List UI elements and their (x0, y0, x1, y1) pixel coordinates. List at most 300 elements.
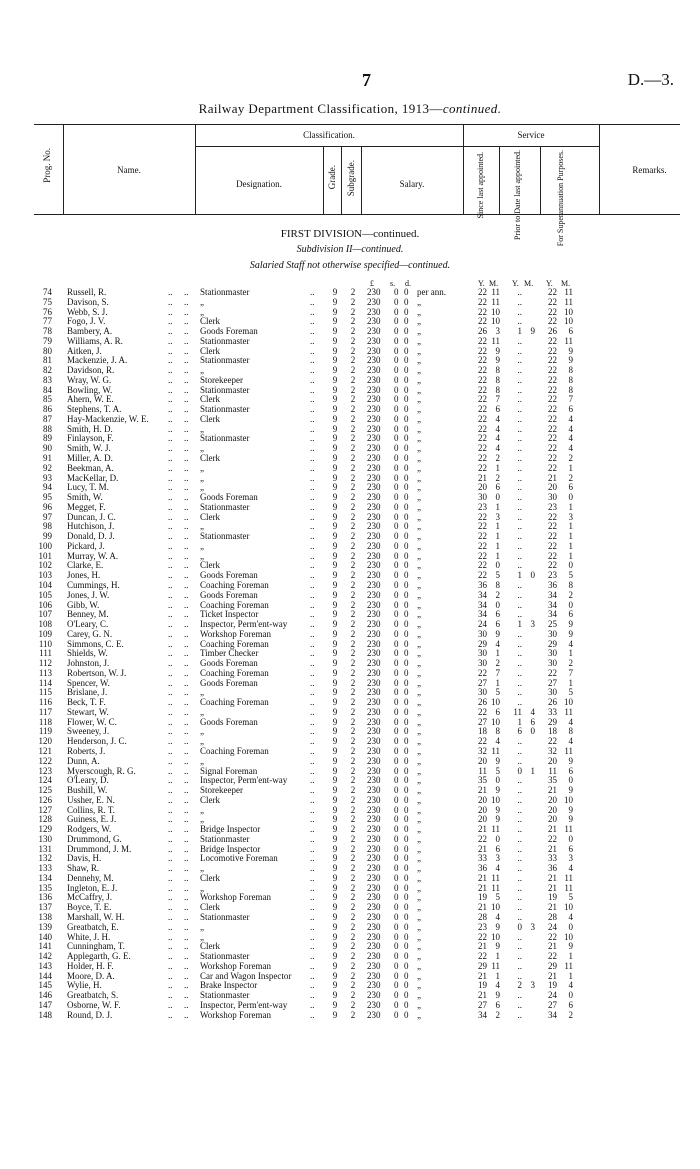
cell-m3: 0 (568, 599, 573, 610)
cell-y2: .. (517, 511, 522, 522)
cell-m1: 10 (491, 306, 500, 317)
cell-pa: „ (417, 355, 421, 366)
cell-m1: 1 (495, 550, 500, 561)
cell-y3: 22 (548, 433, 557, 444)
leader-dots: .. (168, 316, 173, 327)
cell-y2: .. (517, 892, 522, 903)
cell-y2: .. (517, 374, 522, 385)
leader-dots: .. (168, 482, 173, 493)
leader-dots: .. (184, 706, 189, 717)
cell-grade: 9 (332, 902, 338, 913)
cell-m3: 1 (568, 677, 573, 688)
cell-no: 101 (38, 550, 52, 561)
cell-y1: 22 (478, 931, 487, 942)
cell-d: 0 (404, 521, 409, 532)
leader-dots: .. (168, 648, 173, 659)
cell-name: Dunn, A. (67, 755, 100, 766)
cell-sal: 230 (367, 453, 381, 464)
cell-pa: „ (417, 941, 421, 952)
cell-sal: 230 (367, 531, 381, 542)
subdivision-title: Subdivision II—continued. (296, 244, 404, 255)
leader-dots: .. (310, 492, 315, 503)
cell-sal: 230 (367, 863, 381, 874)
cell-desig: Goods Foreman (200, 716, 258, 727)
cell-desig: Stationmaster (200, 433, 250, 444)
cell-no: 88 (43, 423, 52, 434)
cell-y1: 21 (478, 872, 487, 883)
cell-y1: 35 (478, 775, 487, 786)
leader-dots: .. (310, 335, 315, 346)
cell-sub: 2 (350, 804, 356, 815)
table-row (0, 561, 700, 571)
leader-dots: .. (184, 814, 189, 825)
cell-pa: „ (417, 648, 421, 659)
leader-dots: .. (168, 912, 173, 922)
cell-y3: 21 (548, 902, 557, 913)
cell-sub: 2 (350, 775, 356, 786)
leader-dots: .. (168, 755, 173, 766)
cell-no: 135 (38, 882, 52, 893)
cell-grade: 9 (332, 912, 338, 922)
leader-dots: .. (184, 531, 189, 542)
cell-m1: 9 (495, 804, 500, 815)
leader-dots: .. (310, 892, 315, 903)
cell-y3: 34 (548, 589, 557, 600)
cell-no: 114 (38, 677, 52, 688)
cell-m3: 1 (568, 462, 573, 473)
cell-s: 0 (394, 472, 399, 483)
cell-d: 0 (404, 287, 409, 297)
cell-d: 0 (404, 413, 409, 424)
cell-y1: 19 (478, 980, 487, 991)
leader-dots: .. (184, 960, 189, 971)
cell-s: 0 (394, 560, 399, 571)
pound-unit: £ (370, 279, 374, 288)
cell-desig: „ (200, 462, 204, 473)
cell-name: Marshall, W. H. (67, 912, 125, 922)
cell-y3: 22 (548, 540, 557, 551)
cell-desig: Stationmaster (200, 501, 250, 512)
cell-y2: .. (517, 912, 522, 922)
cell-sal: 230 (367, 335, 381, 346)
cell-sub: 2 (350, 540, 356, 551)
leader-dots: .. (184, 638, 189, 649)
cell-no: 138 (38, 912, 52, 922)
cell-m3: 11 (564, 882, 573, 893)
cell-sal: 230 (367, 560, 381, 571)
cell-d: 0 (404, 706, 409, 717)
cell-d: 0 (404, 453, 409, 464)
cell-desig: „ (200, 863, 204, 874)
cell-s: 0 (394, 433, 399, 444)
cell-pa: „ (417, 677, 421, 688)
cell-d: 0 (404, 638, 409, 649)
cell-sal: 230 (367, 980, 381, 991)
cell-d: 0 (404, 980, 409, 991)
cell-desig: Goods Foreman (200, 658, 258, 669)
cell-sub: 2 (350, 433, 356, 444)
leader-dots: .. (184, 765, 189, 776)
cell-sub: 2 (350, 882, 356, 893)
cell-pa: „ (417, 492, 421, 503)
cell-y3: 20 (548, 804, 557, 815)
cell-sal: 230 (367, 296, 381, 307)
cell-y2: 1 (517, 326, 522, 337)
cell-no: 133 (38, 863, 52, 874)
leader-dots: .. (168, 619, 173, 630)
leader-dots: .. (310, 872, 315, 883)
cell-m1: 5 (495, 765, 500, 776)
cell-y3: 22 (548, 287, 557, 297)
cell-sub: 2 (350, 912, 356, 922)
leader-dots: .. (168, 579, 173, 590)
leader-dots: .. (310, 755, 315, 766)
cell-y1: 22 (478, 453, 487, 464)
page-heading (0, 101, 700, 117)
cell-grade: 9 (332, 980, 338, 991)
cell-s: 0 (394, 453, 399, 464)
cell-m1: 9 (495, 628, 500, 639)
cell-s: 0 (394, 745, 399, 756)
cell-y2: .. (517, 306, 522, 317)
cell-d: 0 (404, 365, 409, 376)
cell-no: 91 (43, 453, 52, 464)
cell-grade: 9 (332, 951, 338, 962)
cell-desig: Stationmaster (200, 355, 250, 366)
cell-d: 0 (404, 755, 409, 766)
cell-y1: 20 (478, 794, 487, 805)
cell-y2: .. (517, 462, 522, 473)
cell-y3: 36 (548, 579, 557, 590)
cell-d: 0 (404, 609, 409, 620)
cell-d: 0 (404, 902, 409, 913)
cell-m1: 8 (495, 384, 500, 395)
cell-no: 107 (38, 609, 52, 620)
cell-y2: .. (517, 941, 522, 952)
cell-desig: Stationmaster (200, 384, 250, 395)
leader-dots: .. (184, 511, 189, 522)
cell-y2: .. (517, 638, 522, 649)
cell-y2: .. (517, 999, 522, 1010)
cell-sal: 230 (367, 540, 381, 551)
cell-sal: 230 (367, 413, 381, 424)
leader-dots: .. (168, 394, 173, 405)
cell-d: 0 (404, 501, 409, 512)
cell-grade: 9 (332, 619, 338, 630)
cell-no: 128 (38, 814, 52, 825)
cell-s: 0 (394, 687, 399, 698)
cell-y3: 23 (548, 501, 557, 512)
cell-s: 0 (394, 921, 399, 932)
cell-desig: Coaching Foreman (200, 667, 269, 678)
leader-dots: .. (168, 677, 173, 688)
cell-pa: „ (417, 824, 421, 835)
leader-dots: .. (310, 482, 315, 493)
cell-s: 0 (394, 726, 399, 737)
cell-desig: Inspector, Perm'ent-way (200, 619, 288, 630)
cell-d: 0 (404, 960, 409, 971)
cell-s: 0 (394, 287, 399, 297)
leader-dots: .. (184, 755, 189, 766)
cell-desig: Clerk (200, 394, 220, 405)
cell-y1: 34 (478, 1009, 487, 1020)
leader-dots: .. (310, 648, 315, 659)
leader-dots: .. (310, 980, 315, 991)
cell-y3: 22 (548, 453, 557, 464)
cell-y3: 22 (548, 560, 557, 571)
cell-m1: 7 (495, 667, 500, 678)
cell-m3: 1 (568, 648, 573, 659)
cell-no: 136 (38, 892, 52, 903)
cell-name: Fogo, J. V. (67, 316, 106, 327)
table-row (0, 747, 700, 757)
cell-y3: 22 (548, 384, 557, 395)
cell-y1: 22 (478, 345, 487, 356)
cell-s: 0 (394, 736, 399, 747)
cell-d: 0 (404, 404, 409, 415)
cell-pa: „ (417, 306, 421, 317)
leader-dots: .. (310, 550, 315, 561)
cell-desig: Brake Inspector (200, 980, 258, 991)
cell-sub: 2 (350, 833, 356, 844)
cell-m3: 1 (568, 531, 573, 542)
cell-name: Ussher, E. N. (67, 794, 115, 805)
leader-dots: .. (168, 423, 173, 434)
cell-d: 0 (404, 394, 409, 405)
cell-sal: 230 (367, 472, 381, 483)
cell-y2: .. (517, 394, 522, 405)
cell-grade: 9 (332, 531, 338, 542)
cell-y3: 22 (548, 951, 557, 962)
cell-m1: 10 (491, 697, 500, 708)
cell-sal: 230 (367, 902, 381, 913)
cell-desig: Inspector, Perm'ent-way (200, 999, 288, 1010)
cell-grade: 9 (332, 824, 338, 835)
header-grade: Grade. (327, 165, 337, 190)
cell-s: 0 (394, 570, 399, 581)
cell-s: 0 (394, 394, 399, 405)
cell-sub: 2 (350, 667, 356, 678)
leader-dots: .. (168, 941, 173, 952)
leader-dots: .. (168, 550, 173, 561)
cell-name: Lucy, T. M. (67, 482, 109, 493)
cell-s: 0 (394, 706, 399, 717)
cell-pa: „ (417, 472, 421, 483)
cell-pa: „ (417, 960, 421, 971)
leader-dots: .. (168, 980, 173, 991)
leader-dots: .. (168, 745, 173, 756)
cell-d: 0 (404, 628, 409, 639)
cell-pa: „ (417, 501, 421, 512)
leader-dots: .. (310, 843, 315, 854)
cell-d: 0 (404, 785, 409, 796)
cell-no: 145 (38, 980, 52, 991)
cell-m1: 9 (495, 355, 500, 366)
cell-d: 0 (404, 296, 409, 307)
cell-pa: „ (417, 579, 421, 590)
leader-dots: .. (168, 726, 173, 737)
cell-y2: .. (517, 931, 522, 942)
cell-y3: 34 (548, 609, 557, 620)
cell-sub: 2 (350, 482, 356, 493)
cell-y3: 22 (548, 511, 557, 522)
cell-y2: .. (517, 745, 522, 756)
cell-s: 0 (394, 462, 399, 473)
cell-m1: 6 (495, 482, 500, 493)
month-unit: M. (489, 279, 499, 288)
cell-m1: 10 (491, 794, 500, 805)
cell-pa: „ (417, 745, 421, 756)
cell-m3: 7 (568, 667, 573, 678)
cell-no: 95 (43, 492, 52, 503)
cell-m3: 10 (564, 697, 573, 708)
cell-y3: 26 (548, 697, 557, 708)
cell-y1: 22 (478, 550, 487, 561)
cell-no: 142 (38, 951, 52, 962)
cell-y1: 21 (478, 941, 487, 952)
cell-grade: 9 (332, 472, 338, 483)
cell-pa: „ (417, 706, 421, 717)
cell-m3: 0 (568, 560, 573, 571)
cell-no: 144 (38, 970, 52, 981)
leader-dots: .. (168, 443, 173, 454)
cell-y1: 22 (478, 521, 487, 532)
cell-sal: 230 (367, 912, 381, 922)
cell-sub: 2 (350, 501, 356, 512)
cell-name: Clarke, E. (67, 560, 104, 571)
leader-dots: .. (168, 570, 173, 581)
cell-m1: 4 (495, 912, 500, 922)
cell-m3: 4 (568, 716, 573, 727)
cell-pa: „ (417, 902, 421, 913)
cell-y2: .. (517, 736, 522, 747)
cell-pa: „ (417, 814, 421, 825)
cell-name: Henderson, J. C. (67, 736, 127, 747)
leader-dots: .. (310, 599, 315, 610)
cell-sal: 230 (367, 667, 381, 678)
cell-sub: 2 (350, 765, 356, 776)
cell-y1: 24 (478, 619, 487, 630)
cell-m1: 1 (495, 462, 500, 473)
cell-y1: 23 (478, 921, 487, 932)
cell-y1: 21 (478, 785, 487, 796)
cell-d: 0 (404, 999, 409, 1010)
cell-s: 0 (394, 306, 399, 317)
cell-grade: 9 (332, 628, 338, 639)
cell-m1: 5 (495, 687, 500, 698)
cell-grade: 9 (332, 931, 338, 942)
cell-d: 0 (404, 921, 409, 932)
cell-d: 0 (404, 306, 409, 317)
cell-d: 0 (404, 951, 409, 962)
cell-s: 0 (394, 355, 399, 366)
leader-dots: .. (168, 833, 173, 844)
cell-y3: 21 (548, 941, 557, 952)
cell-sal: 230 (367, 706, 381, 717)
cell-sal: 230 (367, 384, 381, 395)
cell-name: Greatbatch, S. (67, 990, 119, 1001)
cell-m1: 4 (495, 413, 500, 424)
cell-pa: „ (417, 453, 421, 464)
cell-y2: .. (517, 492, 522, 503)
cell-sub: 2 (350, 755, 356, 766)
cell-y1: 21 (478, 472, 487, 483)
cell-name: Guiness, E. J. (67, 814, 117, 825)
cell-grade: 9 (332, 990, 338, 1001)
cell-d: 0 (404, 931, 409, 942)
cell-grade: 9 (332, 404, 338, 415)
leader-dots: .. (168, 638, 173, 649)
cell-sal: 230 (367, 843, 381, 854)
cell-y3: 30 (548, 628, 557, 639)
cell-sub: 2 (350, 970, 356, 981)
cell-y1: 22 (478, 736, 487, 747)
cell-pa: „ (417, 462, 421, 473)
cell-sub: 2 (350, 374, 356, 385)
cell-desig: Workshop Foreman (200, 960, 272, 971)
cell-grade: 9 (332, 999, 338, 1010)
cell-no: 117 (38, 706, 52, 717)
cell-s: 0 (394, 326, 399, 337)
cell-d: 0 (404, 912, 409, 922)
cell-name: Dennehy, M. (67, 872, 114, 883)
cell-d: 0 (404, 716, 409, 727)
cell-y1: 20 (478, 814, 487, 825)
cell-sal: 230 (367, 931, 381, 942)
cell-pa: „ (417, 550, 421, 561)
cell-sub: 2 (350, 462, 356, 473)
cell-y2: .. (517, 814, 522, 825)
cell-y2: .. (517, 697, 522, 708)
cell-s: 0 (394, 990, 399, 1001)
cell-pa: „ (417, 423, 421, 434)
leader-dots: .. (310, 365, 315, 376)
cell-sub: 2 (350, 745, 356, 756)
leader-dots: .. (184, 941, 189, 952)
cell-desig: Signal Foreman (200, 765, 258, 776)
cell-s: 0 (394, 892, 399, 903)
leader-dots: .. (310, 785, 315, 796)
cell-y1: 34 (478, 599, 487, 610)
cell-no: 84 (43, 384, 52, 395)
cell-desig: Goods Foreman (200, 677, 258, 688)
cell-d: 0 (404, 599, 409, 610)
cell-grade: 9 (332, 374, 338, 385)
cell-desig: Stationmaster (200, 531, 250, 542)
cell-m3: 9 (568, 345, 573, 356)
cell-name: Miller, A. D. (67, 453, 113, 464)
cell-y2: .. (517, 413, 522, 424)
leader-dots: .. (310, 287, 315, 297)
cell-s: 0 (394, 824, 399, 835)
cell-sal: 230 (367, 599, 381, 610)
cell-y1: 22 (478, 462, 487, 473)
cell-y2: .. (517, 501, 522, 512)
cell-pa: „ (417, 443, 421, 454)
leader-dots: .. (184, 365, 189, 376)
cell-grade: 9 (332, 345, 338, 356)
leader-dots: .. (310, 609, 315, 620)
cell-name: Davis, H. (67, 853, 102, 864)
leader-dots: .. (184, 667, 189, 678)
leader-dots: .. (168, 960, 173, 971)
cell-sub: 2 (350, 384, 356, 395)
cell-y1: 22 (478, 833, 487, 844)
leader-dots: .. (168, 287, 173, 297)
leader-dots: .. (310, 726, 315, 737)
cell-s: 0 (394, 902, 399, 913)
leader-dots: .. (310, 404, 315, 415)
